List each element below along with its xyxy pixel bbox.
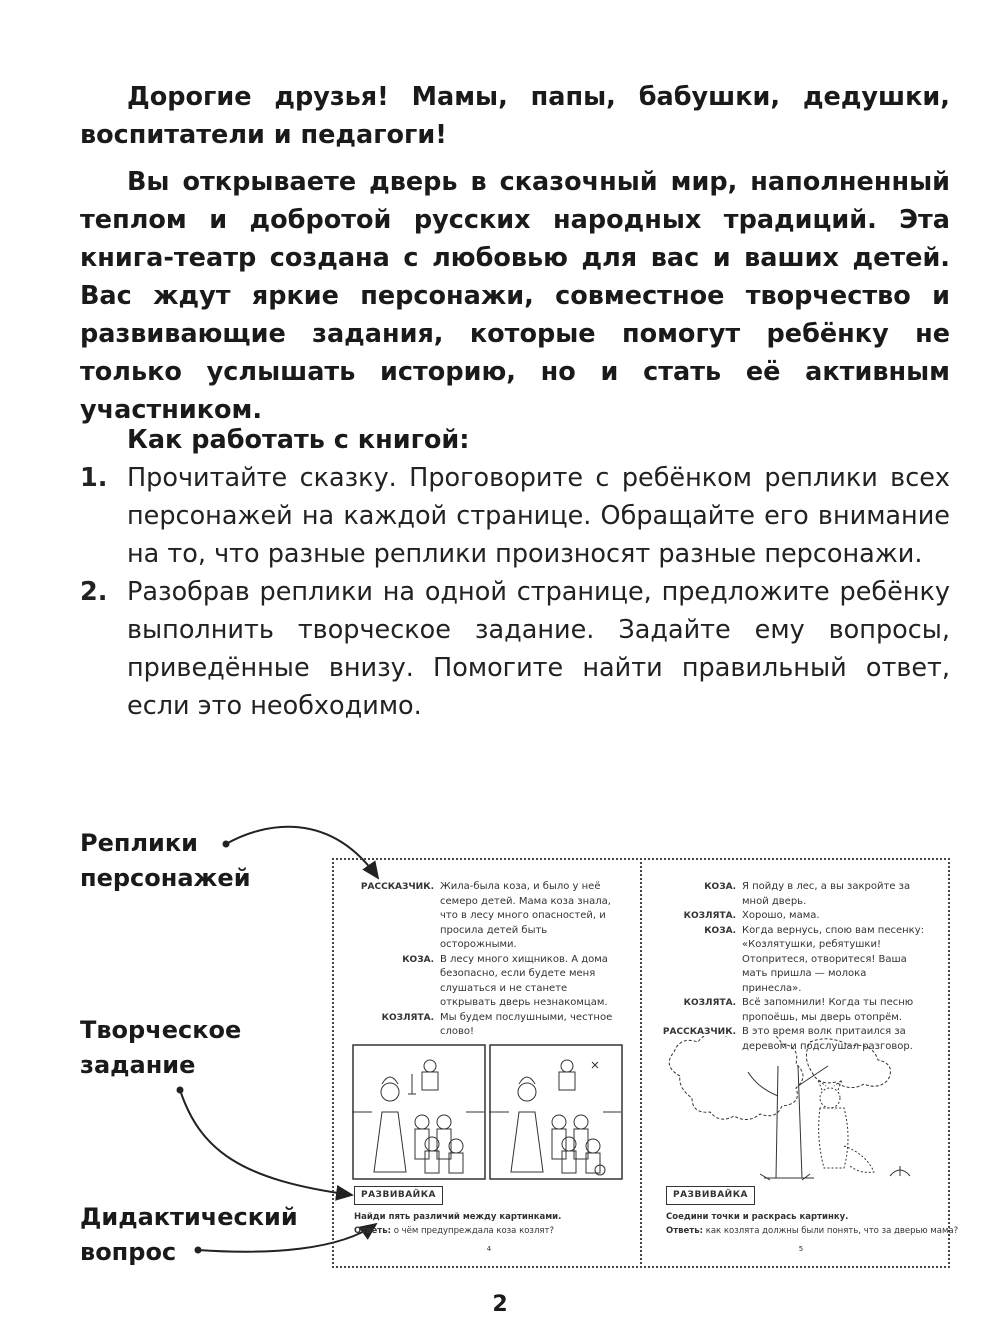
speaker-label: КОЗЛЯТА. <box>381 1012 434 1023</box>
answer-label: Ответь: <box>354 1226 391 1236</box>
razvivaika-badge: РАЗВИВАЙКА <box>354 1186 443 1205</box>
speaker-label: КОЗА. <box>704 925 736 936</box>
speaker-text: Жила-была коза, и было у неё семеро детей. Мама коза знала, что в лесу много опасностей, и просила детей быть осторожными. <box>440 881 611 950</box>
spread-divider <box>640 858 642 1268</box>
speaker-text: В это время волк притаился за деревом и подслушал разговор. <box>742 1026 913 1052</box>
razvivaika-badge: РАЗВИВАЙКА <box>666 1186 755 1205</box>
speaker-label: КОЗЛЯТА. <box>683 911 736 921</box>
speaker-text: Когда вернусь, спою вам песенку: «Козлятушки, ребятушки! Отопритеся, отворитеся! Ваша мать пришла — молока принесла». <box>742 924 924 994</box>
right-page-dialogue <box>656 880 924 1054</box>
tree-and-wolf-illustration <box>660 1036 930 1184</box>
callout-creative-task: Творческое задание <box>80 1016 242 1079</box>
arrow-creative-task <box>177 1087 353 1196</box>
dialogue-line <box>354 1011 616 1040</box>
speaker-label: КОЗЛЯТА. <box>683 998 736 1008</box>
speaker-label: РАССКАЗЧИК. <box>662 1027 736 1037</box>
intro-greeting: Дорогие друзья! Мамы, папы, бабушки, дедушки, воспитатели и педагоги! <box>80 82 950 150</box>
left-page-task-block <box>354 1186 624 1256</box>
intro-paragraph: Вы открываете дверь в сказочный мир, наполненный теплом и добротой русских народных традиций. Эта книга-театр создана с любовью для вас и ваших детей. Вас ждут яркие персонажи, совместное творчество и развивающие задания, которые помогут ребёнку не только услышать историю, но и стать её активным участником. <box>80 167 950 425</box>
right-page-task-block <box>666 1186 959 1256</box>
mini-page-number: 4 <box>486 1244 492 1253</box>
speaker-text: Хорошо, мама. <box>742 910 820 921</box>
dialogue-line <box>656 924 924 997</box>
speaker-text: Я пойду в лес, а вы закройте за мной дверь. <box>742 881 911 907</box>
speaker-label: КОЗА. <box>402 954 434 965</box>
dialogue-line <box>656 880 924 909</box>
dialogue-line <box>656 996 924 1025</box>
task-text: Соедини точки и раскрась картинку. <box>666 1211 849 1222</box>
answer-label: Ответь: <box>666 1226 703 1236</box>
answer-text: как козлята должны были понять, что за дверью мама? <box>705 1226 959 1236</box>
step-text: Разобрав реплики на одной странице, предложите ребёнку выполнить творческое задание. Задайте ему вопросы, приведённые внизу. Помогите найти правильный ответ, если это необходимо. <box>127 577 950 721</box>
left-page-dialogue <box>354 880 616 1040</box>
speaker-text: Всё запомнили! Когда ты песню пропоёшь, мы дверь отопрём. <box>742 997 914 1023</box>
howto-title: Как работать с книгой: <box>127 425 470 455</box>
step-number: 1. <box>80 463 108 493</box>
speaker-label: КОЗА. <box>704 882 736 892</box>
speaker-text: Мы будем послушными, честное слово! <box>440 1011 613 1037</box>
spot-difference-illustration <box>352 1044 624 1180</box>
callout-didactic-question: Дидактический вопрос <box>80 1203 298 1266</box>
step-number: 2. <box>80 577 108 607</box>
page-number: 2 <box>492 1292 508 1317</box>
dialogue-line <box>354 953 616 1011</box>
step-text: Прочитайте сказку. Проговорите с ребёнком реплики всех персонажей на каждой странице. Обращайте его внимание на то, что разные реплики произносят разные персонажи. <box>127 463 950 569</box>
dialogue-line <box>354 880 616 953</box>
dialogue-line <box>656 909 924 924</box>
speaker-label: РАССКАЗЧИК. <box>360 882 434 892</box>
task-text: Найди пять различий между картинками. <box>354 1211 562 1222</box>
speaker-text: В лесу много хищников. А дома безопасно, если будете меня слушаться и не станете открывать дверь незнакомцам. <box>440 953 608 1008</box>
mini-page-number: 5 <box>798 1244 804 1253</box>
answer-text: о чём предупреждала коза козлят? <box>393 1226 554 1236</box>
callout-character-lines: Реплики персонажей <box>80 829 251 892</box>
